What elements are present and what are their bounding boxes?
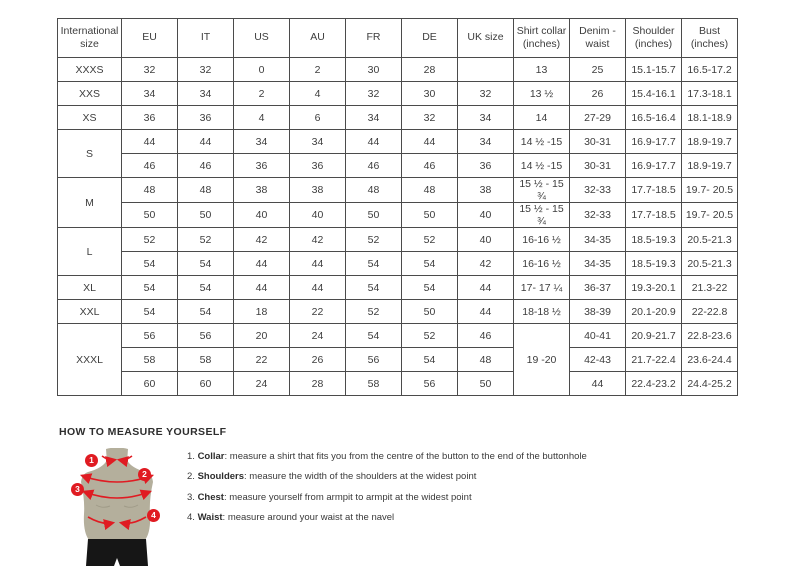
table-row [58,228,738,252]
table-cell: 24.4-25.2 [682,372,738,396]
table-cell: 22 [234,348,290,372]
table-cell: 17- 17 ¼ [514,276,570,300]
table-cell: 18-18 ½ [514,300,570,324]
table-cell: 20.1-20.9 [626,300,682,324]
table-cell: 15 ½ - 15 ¾ [514,203,570,228]
mannequin-illustration [57,448,177,566]
table-cell: 44 [234,276,290,300]
table-cell: 30-31 [570,130,626,154]
table-cell: 2 [290,58,346,82]
table-cell: 36-37 [570,276,626,300]
table-cell: 30 [346,58,402,82]
table-cell: 50 [178,203,234,228]
table-cell: 36 [122,106,178,130]
table-row [58,203,738,228]
table-cell: 46 [402,154,458,178]
table-cell: 17.3-18.1 [682,82,738,106]
column-header: International size [58,19,122,58]
table-cell: 52 [346,228,402,252]
table-cell: 44 [290,276,346,300]
table-cell: 32-33 [570,178,626,203]
figure-badge-waist: 4 [147,509,160,522]
table-row [58,276,738,300]
table-cell: 54 [402,276,458,300]
table-cell: 6 [290,106,346,130]
table-cell: 56 [346,348,402,372]
table-cell: 16-16 ½ [514,252,570,276]
column-header: Denim - waist [570,19,626,58]
table-cell: 58 [346,372,402,396]
table-cell: 54 [402,252,458,276]
table-cell: 34 [346,106,402,130]
table-cell: 21.7-22.4 [626,348,682,372]
table-cell: 60 [122,372,178,396]
table-cell: 54 [122,300,178,324]
column-header: US [234,19,290,58]
table-cell: 24 [290,324,346,348]
column-header: UK size [458,19,514,58]
table-cell: 30 [402,82,458,106]
table-cell: XXS [58,82,122,106]
table-cell: 60 [178,372,234,396]
table-cell: 4 [234,106,290,130]
table-row [58,130,738,154]
table-cell: 56 [402,372,458,396]
table-cell: XS [58,106,122,130]
table-cell: 18.1-18.9 [682,106,738,130]
table-cell: 32 [122,58,178,82]
table-cell: 16.9-17.7 [626,154,682,178]
table-cell: 18 [234,300,290,324]
table-cell: 50 [402,300,458,324]
column-header: DE [402,19,458,58]
table-row [58,58,738,82]
table-cell: 14 [514,106,570,130]
table-cell: 36 [178,106,234,130]
table-cell: 17.7-18.5 [626,203,682,228]
table-cell: 21.3-22 [682,276,738,300]
table-cell: 46 [122,154,178,178]
table-cell: 28 [402,58,458,82]
column-header: Shirt collar (inches) [514,19,570,58]
measure-step: 2. Shoulders: measure the width of the shoulders at the widest point [187,471,477,483]
table-cell: 56 [178,324,234,348]
table-cell: 22.8-23.6 [682,324,738,348]
table-cell: 32 [178,58,234,82]
table-cell: 48 [402,178,458,203]
table-header [58,19,738,58]
table-cell: 46 [178,154,234,178]
table-cell: 34 [234,130,290,154]
table-cell: 42 [234,228,290,252]
table-cell: 50 [402,203,458,228]
measure-steps [187,451,587,533]
table-cell: 46 [346,154,402,178]
table-cell: 32 [458,82,514,106]
table-cell: XXXS [58,58,122,82]
table-cell: 14 ½ -15 [514,154,570,178]
table-cell: 32-33 [570,203,626,228]
table-row [58,106,738,130]
table-cell: 16.5-17.2 [682,58,738,82]
table-cell: 16-16 ½ [514,228,570,252]
table-cell: 44 [290,252,346,276]
column-header: AU [290,19,346,58]
table-cell: 54 [178,252,234,276]
table-cell: 17.7-18.5 [626,178,682,203]
table-cell: 34-35 [570,228,626,252]
table-cell: 36 [458,154,514,178]
table-cell: 20.9-21.7 [626,324,682,348]
table-cell: 28 [290,372,346,396]
table-cell: 44 [178,130,234,154]
table-cell: 4 [290,82,346,106]
table-cell: 54 [346,252,402,276]
table-cell: XXXL [58,324,122,396]
measurement-figure [57,448,177,566]
table-cell: 58 [178,348,234,372]
table-cell: 52 [122,228,178,252]
table-cell: 48 [346,178,402,203]
table-body [58,58,738,396]
table-cell: 14 ½ -15 [514,130,570,154]
table-cell: 23.6-24.4 [682,348,738,372]
table-cell: 19.7- 20.5 [682,178,738,203]
table-cell: 40 [290,203,346,228]
table-cell: 22.4-23.2 [626,372,682,396]
table-cell: 27-29 [570,106,626,130]
table-cell: 50 [458,372,514,396]
table-cell: 38 [458,178,514,203]
table-cell: 20.5-21.3 [682,228,738,252]
table-cell: 2 [234,82,290,106]
table-cell: 54 [346,276,402,300]
table-cell: 13 ½ [514,82,570,106]
table-cell: 54 [178,276,234,300]
table-cell: 44 [458,300,514,324]
table-cell: 34-35 [570,252,626,276]
table-cell: 50 [122,203,178,228]
figure-badge-collar: 1 [85,454,98,467]
table-cell: S [58,130,122,178]
table-cell: 50 [346,203,402,228]
table-cell: 44 [402,130,458,154]
column-header: IT [178,19,234,58]
table-cell: 19.3-20.1 [626,276,682,300]
table-cell: 44 [346,130,402,154]
table-cell: M [58,178,122,228]
table-cell: 54 [178,300,234,324]
table-cell: 20 [234,324,290,348]
table-cell: 48 [122,178,178,203]
table-cell: 54 [402,348,458,372]
table-cell: 34 [458,106,514,130]
table-cell: 40 [458,203,514,228]
figure-badge-chest: 3 [71,483,84,496]
table-cell: L [58,228,122,276]
table-cell: 22 [290,300,346,324]
table-cell: 25 [570,58,626,82]
column-header: Bust (inches) [682,19,738,58]
table-row [58,300,738,324]
table-cell: 34 [122,82,178,106]
table-cell: 24 [234,372,290,396]
table-cell: 42 [458,252,514,276]
table-row [58,154,738,178]
table-cell: 32 [346,82,402,106]
measure-step: 1. Collar: measure a shirt that fits you from the centre of the button to the end of the buttonhole [187,451,587,462]
table-cell: 18.5-19.3 [626,252,682,276]
table-row [58,82,738,106]
table-cell: 44 [122,130,178,154]
table-cell: 15.4-16.1 [626,82,682,106]
table-cell: 40 [458,228,514,252]
table-cell: 26 [290,348,346,372]
table-cell: 52 [402,324,458,348]
table-cell: 54 [346,324,402,348]
measure-body [57,448,787,566]
table-cell: 26 [570,82,626,106]
table-cell: 40-41 [570,324,626,348]
table-cell: 56 [122,324,178,348]
column-header: Shoulder (inches) [626,19,682,58]
column-header: EU [122,19,178,58]
table-row [58,324,738,348]
table-cell: 13 [514,58,570,82]
table-cell: 19 -20 [514,324,570,396]
table-cell: 48 [178,178,234,203]
table-cell: 15 ½ - 15 ¾ [514,178,570,203]
table-cell: 44 [234,252,290,276]
table-cell: 38 [290,178,346,203]
table-cell: 34 [178,82,234,106]
table-cell: 15.1-15.7 [626,58,682,82]
table-row [58,252,738,276]
table-cell: 34 [290,130,346,154]
table-cell: 0 [234,58,290,82]
figure-badge-shoulders: 2 [138,468,151,481]
table-cell: 38 [234,178,290,203]
table-cell [458,58,514,82]
table-cell: 58 [122,348,178,372]
column-header: FR [346,19,402,58]
table-cell: 19.7- 20.5 [682,203,738,228]
measure-step: 3. Chest: measure yourself from armpit to armpit at the widest point [187,491,472,503]
table-row [58,348,738,372]
table-cell: 52 [346,300,402,324]
table-cell: 42-43 [570,348,626,372]
table-cell: 46 [458,324,514,348]
table-cell: 36 [234,154,290,178]
table-cell: 48 [458,348,514,372]
table-cell: 32 [402,106,458,130]
table-cell: 54 [122,252,178,276]
table-cell: 18.9-19.7 [682,154,738,178]
table-row [58,178,738,203]
table-cell: 16.9-17.7 [626,130,682,154]
table-cell: 20.5-21.3 [682,252,738,276]
table-cell: 36 [290,154,346,178]
size-table [57,18,738,396]
table-row [58,372,738,396]
table-cell: 34 [458,130,514,154]
table-cell: XXL [58,300,122,324]
table-cell: XL [58,276,122,300]
table-cell: 44 [570,372,626,396]
table-cell: 22-22.8 [682,300,738,324]
table-cell: 38-39 [570,300,626,324]
table-cell: 44 [458,276,514,300]
table-cell: 52 [178,228,234,252]
table-cell: 54 [122,276,178,300]
table-cell: 16.5-16.4 [626,106,682,130]
table-cell: 42 [290,228,346,252]
table-cell: 18.9-19.7 [682,130,738,154]
table-cell: 18.5-19.3 [626,228,682,252]
measure-section [57,426,787,566]
measure-title: HOW TO MEASURE YOURSELF [59,426,227,438]
table-cell: 40 [234,203,290,228]
measure-step: 4. Waist: measure around your waist at the navel [187,512,395,524]
table-cell: 30-31 [570,154,626,178]
table-cell: 52 [402,228,458,252]
